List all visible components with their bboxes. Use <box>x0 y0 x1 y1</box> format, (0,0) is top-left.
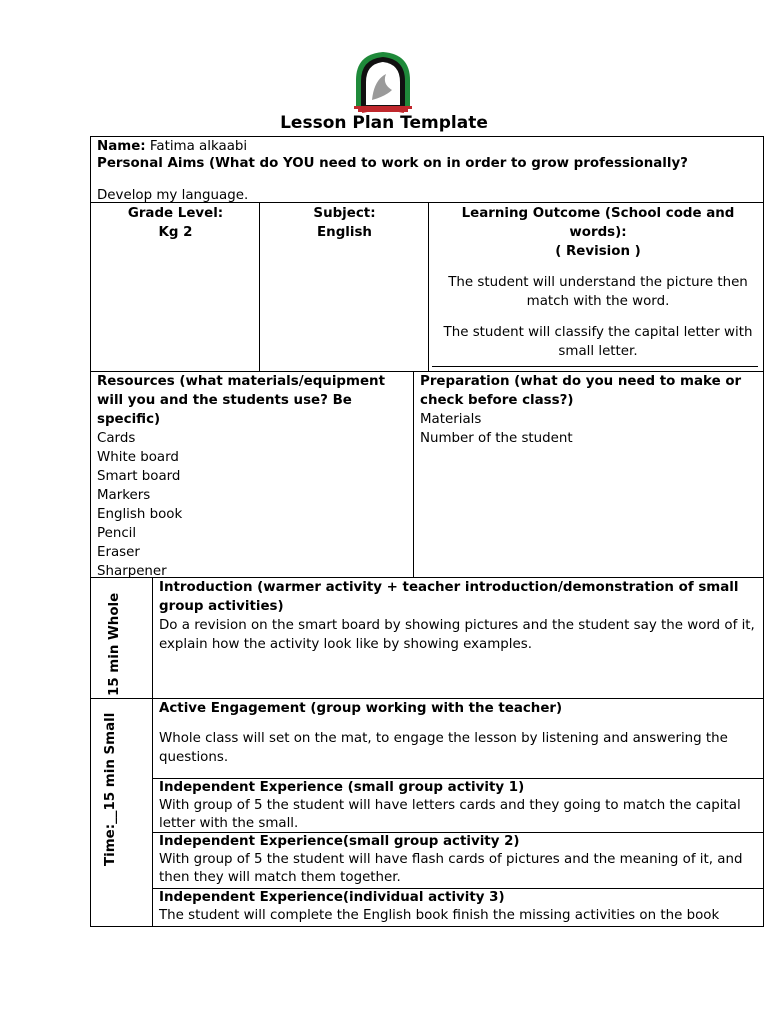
independent-3-cell <box>152 888 764 927</box>
resources-label: Resources (what materials/equipment will you and the students use? Be specific) <box>97 374 385 427</box>
subject-label: Subject: <box>313 206 376 221</box>
page-title: Lesson Plan Template <box>280 113 488 133</box>
independent-3-label: Independent Experience(individual activity 3) <box>159 890 505 905</box>
independent-2-text: With group of 5 the student will have flash cards of pictures and the meaning of it, and then they will match them together. <box>159 852 743 885</box>
preparation-label: Preparation (what do you need to make or check before class?) <box>420 374 742 408</box>
subject-value: English <box>317 225 372 240</box>
resource-item: Smart board <box>97 469 181 484</box>
resource-item: Sharpener <box>97 564 167 579</box>
name-label: Name: <box>97 139 146 154</box>
time-small-label: Time:__15 min Small <box>103 712 118 866</box>
personal-aims-label: Personal Aims (What do YOU need to work on in order to grow professionally? <box>97 156 688 171</box>
outcome-2: The student will classify the capital letter with small letter. <box>443 325 753 359</box>
introduction-text: Do a revision on the smart board by showing pictures and the student say the word of it, explain how the activity look like by showing examples. <box>159 618 755 652</box>
preparation-item: Number of the student <box>420 431 573 446</box>
grade-level-label: Grade Level: <box>127 206 224 221</box>
introduction-cell <box>152 577 764 699</box>
resource-item: White board <box>97 450 179 465</box>
resource-item: Pencil <box>97 526 137 541</box>
learning-outcome-label-words: words): <box>569 225 627 240</box>
preparation-cell <box>413 371 764 578</box>
independent-1-label: Independent Experience (small group activity 1) <box>159 780 525 795</box>
resource-item: Cards <box>97 431 136 446</box>
active-engagement-text: Whole class will set on the mat, to engage the lesson by listening and answering the questions. <box>159 731 728 765</box>
resource-item: Markers <box>97 488 151 503</box>
resources-cell <box>90 371 414 578</box>
preparation-item: Materials <box>420 412 482 427</box>
active-engagement-cell <box>152 698 764 779</box>
grade-level-cell <box>90 202 260 372</box>
learning-outcome-revision: ( Revision ) <box>555 244 641 259</box>
name-value: Fatima alkaabi <box>149 139 248 154</box>
school-logo-icon <box>352 50 414 114</box>
grade-level-value: Kg 2 <box>158 225 193 240</box>
outcome-1: The student will understand the picture then match with the word. <box>448 275 748 309</box>
resource-item: Eraser <box>97 545 140 560</box>
learning-outcome-cell <box>428 202 764 372</box>
independent-3-text: The student will complete the English book finish the missing activities on the book <box>159 908 720 923</box>
independent-2-cell <box>152 832 764 889</box>
name-aims-cell <box>90 136 764 202</box>
introduction-label: Introduction (warmer activity + teacher introduction/demonstration of small group activities) <box>159 580 739 614</box>
personal-aims-value: Develop my language. <box>97 188 249 203</box>
learning-outcome-label: Learning Outcome (School code and <box>461 206 735 221</box>
time-whole-cell <box>90 577 153 699</box>
independent-1-text: With group of 5 the student will have letters cards and they going to match the capital letter with the small. <box>159 798 741 831</box>
independent-2-label: Independent Experience(small group activity 2) <box>159 834 520 849</box>
outcome-divider <box>432 366 758 367</box>
time-small-cell <box>90 698 153 927</box>
time-whole-label: 15 min Whole <box>107 592 122 696</box>
active-engagement-label: Active Engagement (group working with the teacher) <box>159 701 563 716</box>
resource-item: English book <box>97 507 183 522</box>
independent-1-cell <box>152 778 764 833</box>
subject-cell <box>259 202 429 372</box>
